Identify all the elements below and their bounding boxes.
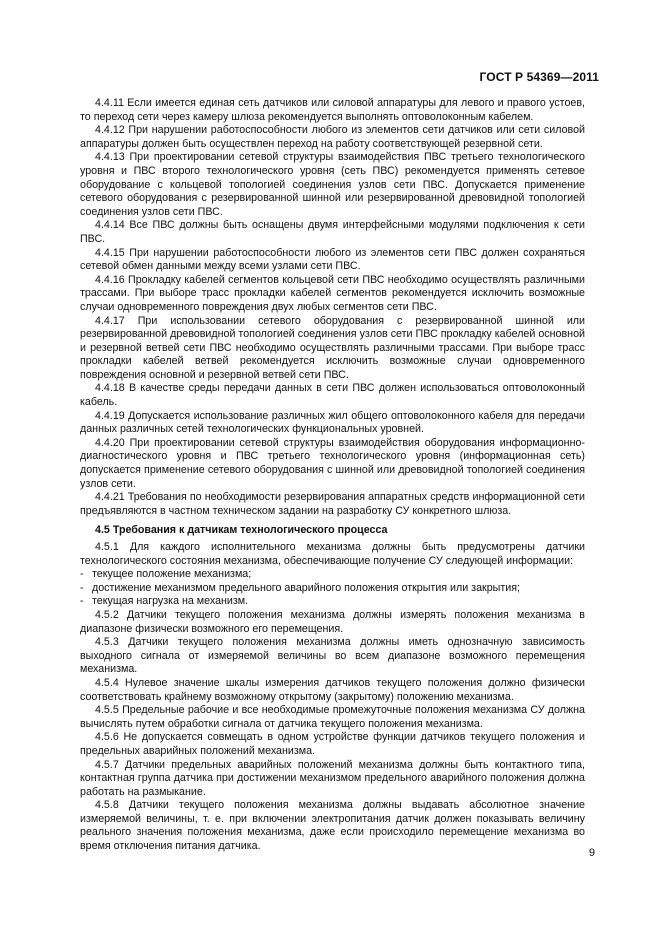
list-item-text: текущая нагрузка на механизм. bbox=[92, 595, 249, 608]
document-body bbox=[80, 97, 585, 854]
clause-4-4-17: 4.4.17 При использовании сетевого оборудования с резервированной шинной или резервированной древовидной топологией соединения узлов сети ПВС прокладку кабелей основной и резервной ветвей сети ПВС необходимо осуществлять различными трассами. При выборе трасс прокладки кабелей ветвей рекомендуется исключить возможные случаи одновременного повреждения основной и резервной ветвей сети ПВС. bbox=[80, 314, 585, 381]
clause-4-5-8: 4.5.8 Датчики текущего положения механизма должны выдавать абсолютное значение измеряемой величины, т. е. при включении электропитания датчик должен показывать величину реального значения положения механизма, даже если происходило перемещение механизма во время отключения питания датчика. bbox=[80, 799, 585, 853]
clause-4-5-7: 4.5.7 Датчики предельных аварийных положений механизма должны быть контактного типа, контактная группа датчика при достижении механизмом предельного аварийного положения должна работать на размыкание. bbox=[80, 758, 585, 798]
list-marker: - bbox=[80, 568, 84, 581]
clause-4-4-18: 4.4.18 В качестве среды передачи данных в сети ПВС должен использоваться оптоволоконный кабель. bbox=[80, 382, 585, 409]
clause-4-5-6: 4.5.6 Не допускается совмещать в одном устройстве функции датчиков текущего положения и предельных аварийных положений механизма. bbox=[80, 731, 585, 757]
clause-4-5-1: 4.5.1 Для каждого исполнительного механизма должны быть предусмотрены датчики технологического состояния механизма, обеспечивающие получение СУ следующей информации: bbox=[80, 541, 585, 567]
clause-4-5-5: 4.5.5 Предельные рабочие и все необходимые промежуточные положения механизма СУ должна вычислять путем обработки сигнала от датчика текущего положения механизма. bbox=[80, 704, 585, 730]
list-item bbox=[80, 582, 585, 596]
list-marker: - bbox=[80, 581, 84, 594]
list-item bbox=[80, 595, 585, 609]
clause-4-4-20: 4.4.20 При проектировании сетевой структуры взаимодействия оборудования информационно-диагностического уровня и ПВС третьего технологического уровня (информационная сеть) допускается применение сетевого оборудования с шинной или древовидной топологией соединения узлов сети. bbox=[80, 436, 585, 490]
clause-4-4-16: 4.4.16 Прокладку кабелей сегментов кольцевой сети ПВС необходимо осуществлять различными трассами. При выборе трасс прокладки кабелей сегментов рекомендуется исключить возможные случаи одновременного повреждения двух любых сегментов сети ПВС. bbox=[80, 273, 585, 313]
clause-4-5-3: 4.5.3 Датчики текущего положения механизма должны иметь однозначную зависимость выходного сигнала от измеряемой величины во всем диапазоне возможного перемещения механизма. bbox=[80, 636, 585, 676]
clause-4-4-14: 4.4.14 Все ПВС должны быть оснащены двумя интерфейсными модулями подключения к сети ПВС. bbox=[80, 219, 585, 245]
list-item-text: текущее положение механизма; bbox=[92, 568, 252, 581]
clause-4-4-15: 4.4.15 При нарушении работоспособности любого из элементов сети ПВС должен сохраняться сетевой обмен данными между всеми узлами сети ПВС. bbox=[80, 246, 585, 273]
section-heading-4-5: 4.5 Требования к датчикам технологического процесса bbox=[95, 524, 388, 537]
clause-4-5-2: 4.5.2 Датчики текущего положения механизма должны измерять положения механизма в диапазоне физически возможного его перемещения. bbox=[80, 608, 585, 635]
clause-4-5-4: 4.5.4 Нулевое значение шкалы измерения датчиков текущего положения должно физически соответствовать крайнему возможному открытому (закрытому) положению механизма. bbox=[80, 676, 585, 703]
clause-4-4-21: 4.4.21 Требования по необходимости резервирования аппаратных средств информационной сети предъявляются в частном техническом задании на разработку СУ конкретного шлюза. bbox=[80, 491, 585, 517]
clause-4-4-13: 4.4.13 При проектировании сетевой структуры взаимодействия ПВС третьего технологического уровня и ПВС второго технологического уровня (сеть ПВС) рекомендуется применять сетевое оборудование с кольцевой топологией соединения узлов сети ПВС. Допускается применение сетевого оборудования с резервированной шинной или резервированной древовидной топологией соединения узлов сети ПВС. bbox=[80, 151, 585, 218]
standard-designation: ГОСТ Р 54369—2011 bbox=[479, 70, 599, 84]
list-item bbox=[80, 568, 585, 582]
clause-4-4-19: 4.4.19 Допускается использование различных жил общего оптоволоконного кабеля для передачи данных различных сетей технологических функциональных уровней. bbox=[80, 409, 585, 436]
list-marker: - bbox=[80, 595, 84, 608]
page-number: 9 bbox=[588, 847, 595, 859]
clause-4-4-11: 4.4.11 Если имеется единая сеть датчиков или силовой аппаратуры для левого и правого устоев, то переход сети через камеру шлюза рекомендуется выполнять оптоволоконным кабелем. bbox=[80, 97, 585, 123]
list-item-text: достижение механизмом предельного аварийного положения открытия или закрытия; bbox=[92, 581, 520, 594]
clause-4-4-12: 4.4.12 При нарушении работоспособности любого из элементов сети датчиков или сети силовой аппаратуры должен быть осуществлен переход на работу соответствующей резервной сети. bbox=[80, 124, 585, 150]
